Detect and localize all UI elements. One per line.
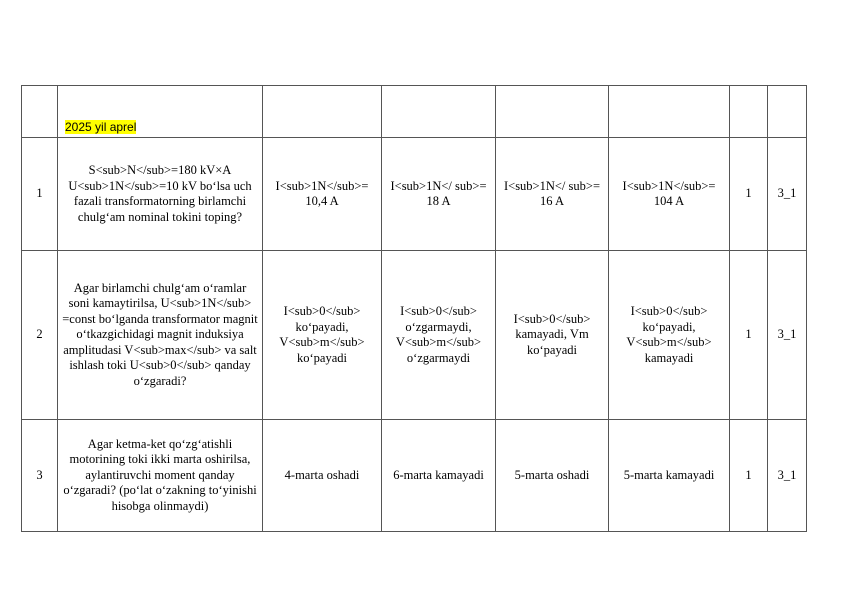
header-cell-option-3 (496, 86, 609, 138)
header-cell-option-1 (263, 86, 382, 138)
score-cell: 1 (730, 138, 768, 251)
table-row (22, 138, 807, 251)
row-number: 3 (22, 420, 58, 532)
table-row (22, 420, 807, 532)
header-row (22, 86, 807, 138)
question-text: Agar ketma-ket qo‘zg‘atishli motorining toki ikki marta oshirilsa, aylantiruvchi moment qanday o‘zgaradi? (po‘lat o‘zakning to‘yinishi hisobga olinmaydi) (58, 420, 263, 532)
option-c: I<sub>0</sub> kamayadi, Vm ko‘payadi (496, 251, 609, 420)
option-a: I<sub>0</sub> ko‘payadi, V<sub>m</sub> ko‘payadi (263, 251, 382, 420)
score-cell: 1 (730, 251, 768, 420)
option-a: 4-marta oshadi (263, 420, 382, 532)
option-d: I<sub>0</sub> ko‘payadi, V<sub>m</sub> kamayadi (609, 251, 730, 420)
header-cell-option-4 (609, 86, 730, 138)
option-c: 5-marta oshadi (496, 420, 609, 532)
code-cell: 3_1 (768, 251, 807, 420)
question-text: Agar birlamchi chulg‘am o‘ramlar soni kamaytirilsa, U<sub>1N</sub> =const bo‘lganda transformator magnit o‘tkazgichidagi magnit induksiya amplitudasi V<sub>max</sub> va salt ishlash toki U<sub>0</sub> qanday o‘zgaradi? (58, 251, 263, 420)
option-b: 6-marta kamayadi (382, 420, 496, 532)
header-cell-number (22, 86, 58, 138)
table-row (22, 251, 807, 420)
header-cell-date (58, 86, 263, 138)
header-cell-code (768, 86, 807, 138)
option-b: I<sub>1N</ sub>= 18 A (382, 138, 496, 251)
code-cell: 3_1 (768, 138, 807, 251)
row-number: 1 (22, 138, 58, 251)
question-table (21, 85, 807, 532)
option-d: I<sub>1N</sub>= 104 A (609, 138, 730, 251)
option-a: I<sub>1N</sub>= 10,4 A (263, 138, 382, 251)
header-cell-option-2 (382, 86, 496, 138)
code-cell: 3_1 (768, 420, 807, 532)
option-b: I<sub>0</sub> o‘zgarmaydi, V<sub>m</sub> o‘zgarmaydi (382, 251, 496, 420)
question-text: S<sub>N</sub>=180 kV×A U<sub>1N</sub>=10 kV bo‘lsa uch fazali transformatorning birlamchi chulg‘am nominal tokini toping? (58, 138, 263, 251)
row-number: 2 (22, 251, 58, 420)
option-d: 5-marta kamayadi (609, 420, 730, 532)
score-cell: 1 (730, 420, 768, 532)
header-cell-score (730, 86, 768, 138)
option-c: I<sub>1N</ sub>= 16 A (496, 138, 609, 251)
date-label: 2025 yil aprel (65, 119, 137, 134)
